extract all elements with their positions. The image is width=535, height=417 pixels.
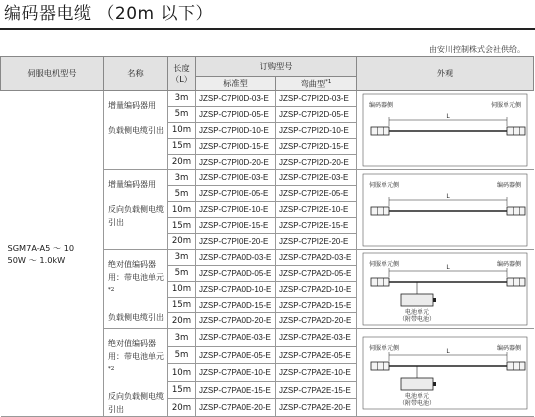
servo-model-cell [1,91,104,417]
header-name: 名称 [104,57,168,91]
battery-sublabel: （附带电池） [399,316,436,324]
length-cell: 20m [168,313,196,329]
cable-name-direction: 负载侧电缆引出 [108,312,164,322]
diagram-length-label: L [446,192,450,200]
header-bent-type [276,77,357,91]
bent-part-number: JZSP-C7PI2E-15-E [276,218,357,234]
bent-part-number: JZSP-C7PI2E-20-E [276,234,357,250]
standard-part-number: JZSP-C7PI0D-20-E [196,154,276,170]
left-connector-icon [371,207,389,215]
bent-part-number: JZSP-C7PA2D-10-E [276,281,357,297]
supplier-note: 由安川控制株式会社供给。 [429,45,525,54]
length-cell: 15m [168,218,196,234]
diagram-left-label: 伺服单元侧 [369,181,400,189]
standard-part-number: JZSP-C7PI0E-10-E [196,202,276,218]
diagram-length-label: L [446,264,450,272]
standard-part-number: JZSP-C7PI0D-05-E [196,106,276,122]
bent-part-number: JZSP-C7PI2D-05-E [276,106,357,122]
left-connector-icon [371,278,389,286]
servo-model-power: 50W ～ 1.0kW [7,254,66,265]
servo-model-range: SGM7A-A5 ～ 10 [7,242,75,253]
cable-name-direction: 反向负载侧电缆引出 [108,392,164,415]
standard-part-number: JZSP-C7PI0E-15-E [196,218,276,234]
length-cell: 15m [168,138,196,154]
bent-part-number: JZSP-C7PA2E-20-E [276,399,357,417]
standard-part-number: JZSP-C7PA0E-20-E [196,399,276,417]
diagram-right-label: 伺服单元侧 [491,102,522,110]
length-cell: 20m [168,399,196,417]
cable-name-direction: 反向负载侧电缆引出 [108,205,164,228]
header-bent-type-label: 弯曲型 [300,78,326,89]
length-cell: 5m [168,346,196,364]
standard-part-number: JZSP-C7PI0E-05-E [196,186,276,202]
standard-part-number: JZSP-C7PI0E-03-E [196,170,276,186]
length-cell: 3m [168,329,196,347]
diagram-length-label: L [446,347,450,355]
diagram-left-label: 伺服单元侧 [369,344,400,352]
encoder-cable-table [0,56,534,417]
battery-sublabel: （附带电池） [399,399,436,407]
bent-part-number: JZSP-C7PI2E-05-E [276,186,357,202]
header-appearance: 外观 [357,57,534,91]
left-connector-icon [371,127,389,135]
bent-part-number: JZSP-C7PA2D-15-E [276,297,357,313]
standard-part-number: JZSP-C7PI0D-03-E [196,91,276,107]
cable-name-cell [104,91,168,170]
header-order-model: 订购型号 [196,57,357,77]
standard-part-number: JZSP-C7PA0D-15-E [196,297,276,313]
bent-part-number: JZSP-C7PI2E-03-E [276,170,357,186]
bent-part-number: JZSP-C7PA2D-20-E [276,313,357,329]
length-cell: 3m [168,249,196,265]
standard-part-number: JZSP-C7PA0D-10-E [196,281,276,297]
footnote-marker: *1 [325,79,332,86]
table-body [1,91,534,417]
diagram-left-label: 编码器侧 [369,102,394,110]
bent-part-number: JZSP-C7PA2E-15-E [276,381,357,399]
diagram-right-label: 编码器侧 [497,261,522,269]
cable-name-cell [104,170,168,249]
length-cell: 5m [168,186,196,202]
length-cell: 3m [168,170,196,186]
appearance-cell [357,249,534,328]
appearance-cell [357,329,534,417]
bent-part-number: JZSP-C7PI2D-10-E [276,122,357,138]
header-length-line2: （L） [171,73,192,84]
header-length-line1: 长度 [173,62,190,73]
standard-part-number: JZSP-C7PI0D-10-E [196,122,276,138]
bent-part-number: JZSP-C7PA2E-03-E [276,329,357,347]
length-cell: 5m [168,106,196,122]
cable-name-encoder: 增量编码器用 [108,101,156,110]
battery-unit-icon [401,294,436,306]
diagram-right-label: 编码器侧 [497,344,522,352]
diagram-length-label: L [446,113,450,121]
right-connector-icon [507,362,525,370]
right-connector-icon [507,127,525,135]
standard-part-number: JZSP-C7PI0E-20-E [196,234,276,250]
page-title: 编码器电缆 （20m 以下） [4,4,213,24]
table-row [1,91,534,107]
standard-part-number: JZSP-C7PA0D-05-E [196,265,276,281]
header-length [168,57,196,91]
diagram-right-label: 编码器侧 [497,181,522,189]
header-standard-type: 标准型 [196,77,276,91]
cable-diagram [357,250,533,328]
bent-part-number: JZSP-C7PA2D-05-E [276,265,357,281]
standard-part-number: JZSP-C7PA0E-15-E [196,381,276,399]
cable-diagram [357,334,533,412]
length-cell: 10m [168,202,196,218]
bent-part-number: JZSP-C7PA2E-10-E [276,364,357,382]
header-servo-model: 伺服电机型号 [1,57,104,91]
standard-part-number: JZSP-C7PA0E-05-E [196,346,276,364]
title-rule [0,28,535,30]
diagram-left-label: 伺服单元侧 [369,261,400,269]
appearance-cell [357,170,534,249]
standard-part-number: JZSP-C7PA0D-20-E [196,313,276,329]
bent-part-number: JZSP-C7PI2E-10-E [276,202,357,218]
left-connector-icon [371,362,389,370]
length-cell: 10m [168,364,196,382]
length-cell: 3m [168,91,196,107]
length-cell: 15m [168,297,196,313]
battery-unit-icon [401,378,436,390]
standard-part-number: JZSP-C7PA0E-03-E [196,329,276,347]
bent-part-number: JZSP-C7PA2D-03-E [276,249,357,265]
standard-part-number: JZSP-C7PA0D-03-E [196,249,276,265]
bent-part-number: JZSP-C7PI2D-03-E [276,91,357,107]
cable-name-encoder: 增量编码器用 [108,180,156,190]
footnote-marker: *2 [108,366,115,373]
cable-name-direction: 负载侧电缆引出 [108,126,164,135]
cable-name-cell [104,249,168,328]
standard-part-number: JZSP-C7PI0D-15-E [196,138,276,154]
right-connector-icon [507,278,525,286]
cable-name-encoder: 绝对值编码器用：带电池单元 [108,339,164,362]
battery-label: 电池单元 [405,309,430,317]
cable-diagram [357,91,533,169]
length-cell: 10m [168,281,196,297]
length-cell: 20m [168,154,196,170]
cable-name-encoder: 绝对值编码器用：带电池单元 [108,259,164,282]
battery-label: 电池单元 [405,392,430,400]
bent-part-number: JZSP-C7PI2D-20-E [276,154,357,170]
right-connector-icon [507,207,525,215]
length-cell: 20m [168,234,196,250]
bent-part-number: JZSP-C7PI2D-15-E [276,138,357,154]
bent-part-number: JZSP-C7PA2E-05-E [276,346,357,364]
footnote-marker: *2 [108,286,115,293]
standard-part-number: JZSP-C7PA0E-10-E [196,364,276,382]
length-cell: 15m [168,381,196,399]
length-cell: 10m [168,122,196,138]
cable-name-cell [104,329,168,417]
cable-diagram [357,171,533,249]
appearance-cell [357,91,534,170]
length-cell: 5m [168,265,196,281]
